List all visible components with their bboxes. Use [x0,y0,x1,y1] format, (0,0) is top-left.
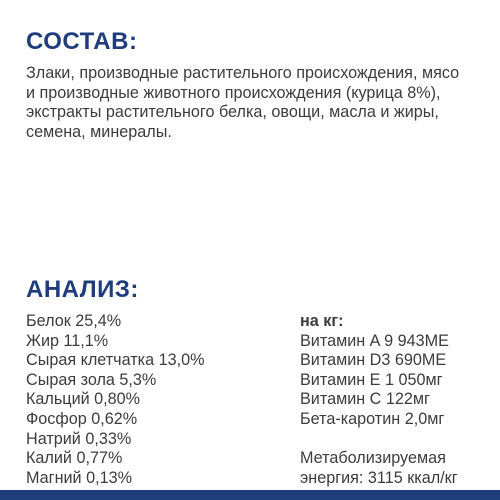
nutrient-item: Кальций 0,80% [26,390,141,409]
nutrient-item: Белок 25,4% [26,312,122,330]
composition-line: Злаки, производные растительного происхождения, мясо [26,64,460,82]
nutrient-item: Жир 11,1% [26,331,109,350]
composition-line: экстракты растительного белка, овощи, масла и жиры, [26,103,439,121]
nutrient-list [26,312,205,488]
composition-heading: СОСТАВ: [26,28,138,55]
per-kg-list [300,312,458,488]
vitamin-item: Витамин C 122мг [300,390,430,409]
composition-text [26,64,476,142]
composition-line: семена, минералы. [26,122,172,141]
per-kg-heading: на кг: [300,312,344,330]
nutrient-item: Сырая зола 5,3% [26,370,157,389]
vitamin-item: Витамин D3 690МЕ [300,351,447,370]
analysis-heading: АНАЛИЗ: [26,276,139,303]
nutrient-item: Сырая клетчатка 13,0% [26,351,205,370]
list-spacer [300,430,458,450]
vitamin-item: Витамин E 1 050мг [300,370,443,389]
bottom-bar [0,490,500,500]
vitamin-item: Витамин A 9 943МЕ [300,331,449,350]
nutrient-item: Фосфор 0,62% [26,409,138,428]
nutrient-item: Магний 0,13% [26,468,132,487]
composition-line: и производные животного происхождения (курица 8%), [26,83,441,102]
nutrient-item: Натрий 0,33% [26,429,132,448]
energy-line: энергия: 3115 ккал/кг [300,468,458,487]
energy-line: Метаболизируемая [300,449,446,468]
nutrient-item: Калий 0,77% [26,449,123,468]
vitamin-item: Бета-каротин 2,0мг [300,409,445,428]
